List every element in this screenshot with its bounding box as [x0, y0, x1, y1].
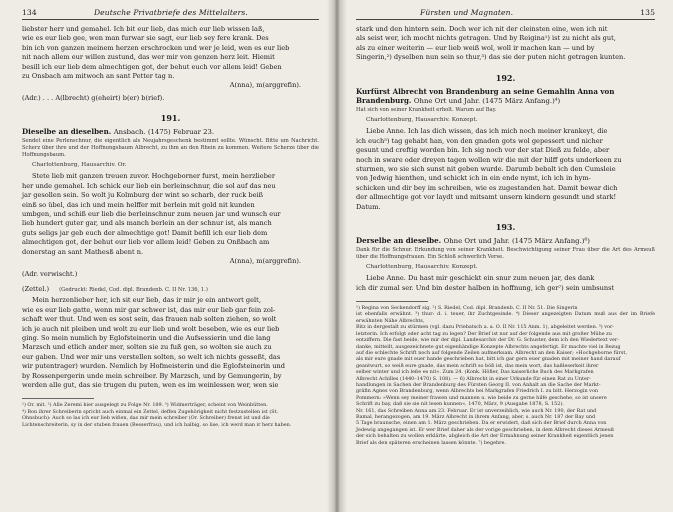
letter-summary: Dank für die Schnur. Erkundung von seiner Krankheit. Beschwichtigung seiner Frau über die Art des Armeuß über die Hoffnungsfrauen. Ein Schloß schwerlich Verse. [356, 246, 655, 260]
text-line: einß so übel, das ich und mein helffer mit berlein mit gold nit kunden [22, 200, 255, 209]
right-letter2-body [356, 274, 655, 293]
left-footnotes [22, 402, 319, 428]
letter-address: (Adr. verwischt.) [22, 269, 78, 278]
zettel-source: (Gedruckt: Riedel, Cod. dipl. Brandenb. C. II Nr. 136, 1.) [59, 286, 208, 293]
text-line: als zu einer weiterin — eur lieb weiß wol, woll ir machen kan — und by [356, 43, 595, 52]
footnote: ¹) Or. mit. ²) Alle Zeremi hier ausgelegt zu Folge Nr. 189. ³) Widmerträger, scheint von Weinbütten. [22, 402, 268, 409]
text-line: her unde gemahel. Ich schick eur lieb ein berleinschnur, die sol auf das neu [22, 181, 276, 190]
right-running-title: Fürsten und Magnaten. [420, 8, 514, 17]
footnote: Brief als den späteren erscheinen lassen könnte. ⁷) begehre. [356, 439, 506, 446]
footnote: Bamal, herangezogen, am 19. März Albrecht in ihrem Anfang, aber, s. auch Nr. 187 der Bay und [356, 413, 596, 420]
footnote: gräfin Agnes von Brandenburg, wenn Albrechts bei Markgrafen Friedrich I. zu bitt. Herzogin von [356, 388, 599, 395]
letter-archive: Charlottenburg, Hausarchiv. Konzept. [366, 263, 478, 270]
text-line: ich euch⁵) tag gehabt han, von den gnaden gots wol gepessert und nicher [356, 136, 603, 145]
text-line: Singerin,²) dyselben nun sein so thur,³) das sie der puten nicht getragen kunten. [356, 53, 626, 62]
text-line: sturmen, wo sie sich sunst nit geben wurde. Darumb bebalt ich den Cumsleie [356, 165, 616, 174]
text-line: eur gaben. Und wer mir uns verstellen solten, so welt ich nichts gesseßt, das [22, 352, 281, 361]
footnote: ⁴) Bon ihrer Schreiberin spricht auch einmal ein Zettel, deffen Zugehörigkeit nicht festzustellen ist (St. [22, 408, 279, 415]
letter-summary: Hat sich von seiner Krankheit erholt. Warum auf Bay. [356, 106, 497, 113]
text-line: besill ich eur lieb dem almechtigen got, der behut euch vor allem leid! Geben [22, 62, 282, 71]
footnote: entziffern. Die fast beide, wie mir der dipl. Landesarchiv der Dr. G. Schuster, dem ich den Wiedertext ver- [356, 337, 619, 344]
letter-number: 192. [495, 72, 516, 83]
footnote: handlungen in Sachen der Brandenburg des Fürsten Georg II. von Anhalt an die Sache der Markt- [356, 381, 601, 388]
letter-title: Derselbe an dieselbe. [356, 236, 442, 246]
text-line: Datum. [356, 202, 381, 211]
text-line: Stete lieb mit ganzen treuen zuvor. Hochgeborner furst, mein herzlieber [32, 172, 275, 181]
footnote: Bitz in dergestalt zu stürmen (vgl. dazu Priebatsch a. a. O. II Nr. 115 Anm. 1), abgeleitet werden. ⁵) vor- [356, 324, 614, 331]
text-line: liebster herr und gemahel. Ich bit eur lieb, das mich eur lieb wissen laß, [22, 25, 265, 33]
text-line: ich je auch nit pleiben und wolt zu eur lieb und wolt beseben, wie es eur lieb [22, 324, 280, 333]
footnote: Schrift zu bay, daß sie sie nit lesen kunnen«, 1470, März, 9 (Ausgabe 1878, S. 152). [356, 401, 564, 408]
zettel-heading [22, 285, 319, 294]
left-running-head [22, 8, 319, 20]
text-line: guts seligs jar geb euch der almechtige got! Damit befill ich eur lieb dem [22, 228, 268, 237]
footnote: geantwurt, so weiß eure gnade, das mein schrift so böß ist, das mein wort, das haßleserkeit ihrer [356, 362, 599, 369]
letter-archive: Charlottenburg, Hausarchiv. Konzept. [366, 116, 478, 123]
letter-number: 193. [495, 222, 516, 233]
zettel-label: (Zettel.) [22, 284, 50, 293]
text-line: stark und den hintern sein. Doch wer ich nit der cleinsten eine, wen ich nit [356, 25, 608, 33]
letter-archive: Charlottenburg, Hausarchiv. Or. [32, 161, 127, 168]
text-line: almechtigen got, der behut eur lieb vor allem leid! Geben zu Onßbach am [22, 238, 270, 247]
text-line: bin ich von ganzen meinem herzen erschrocken und wer je leid, wen es eur lieb [22, 43, 290, 52]
footnote: Pommern: »Wenn sey meiner frawen und mannen u. wie beide zu gerne hilfe geschehe, so ist unsere [356, 394, 607, 401]
footnote: danke, mitteilt, ausgezeichnete gut eigenhändige Konzepte Albrechts angefertigt. Er machte viel in Bezug [356, 343, 621, 350]
letter-title: Kurfürst Albrecht von Brandenburg an seine Gemahlin Anna von Brandenburg. [356, 86, 615, 106]
footnote: Lichtenschreiterin, sy in der stuben frauen (Besserfrau), und ich halbig, so lise, ich werd man ir herz haben. [22, 421, 292, 428]
letter-number: 191. [160, 113, 181, 124]
text-line: wir putentrager) wurden. Nemlich by Hofmeisterin und die Eglofsteinerin und [22, 362, 285, 371]
text-line: Mein herzenlieber her, ich sit eur lieb, das ir mir je ein antwort gelt, [32, 296, 261, 305]
footnote: letzterin. Ich erfolgt oder acht tag zu legen? Der Brief ist nur auf der folgende aus mit großer Mühe zu [356, 330, 612, 337]
footnote: selber winter und ich leße es nit«. Zum 24. (Konk. Höfler, Das kaiserliche Buch des Markgrafen [356, 369, 594, 376]
letter-heading [22, 127, 319, 138]
opening-signature: A(nna), m(arggrefin). [229, 81, 301, 90]
text-line: Marzsch und etlich ander mer, solten sie zu fuß gen, so wolten sie auch zu [22, 343, 272, 352]
text-line: von Jedwig hienthen, und schickt ich in ein ende nymt, ich ich in hym- [356, 174, 591, 183]
text-line: schaft wer thut. Und wen es sost sein, das frauen nab solten ziehen, so wolt [22, 315, 277, 324]
zettel-body [22, 296, 319, 390]
letter-heading [356, 236, 655, 247]
left-opening-text [22, 25, 319, 81]
text-line: lieb hundert guter gar, und als manch berlein an der schnur ist, als manch [22, 219, 272, 228]
text-line: Liebe Anne. Du hast mir geschickt ein snur zum neuen jar, des dank [366, 274, 595, 283]
letter-meta: Ohne Ort und Jahr. (1475 März Anfang.)⁴) [413, 97, 561, 106]
text-line: by Rossenpergerin unde mein schreiber. By Marzsch, und by Gemungerin, by [22, 371, 282, 380]
footnote: Ohnsbuch): Auch so las ich eur lieb wißen, das mir mein schreiber (Or. Schreiber) frenst ist und die [22, 415, 270, 422]
footnote: ¹) Regina von Seckendorff sig. ²) S. Riedel, Cod. dipl. Brandenb. C. II Nr. 51. Die Singerin [356, 305, 578, 312]
text-line: umbgen, und schiß eur lieb die berleinschnur zum neuen jar und wunsch eur [22, 210, 281, 219]
book-gutter [327, 0, 347, 512]
text-line: nit nach allem eur willen zustund, das wer mir von genzen herz leit. Hiemit [22, 53, 275, 62]
right-opening-text [356, 25, 655, 63]
letter-title: Dieselbe an dieselben. [22, 127, 112, 137]
letter-meta: Ansbach. (1475) Februar 23. [113, 128, 215, 137]
body-signature: A(nna), m(arggrefin). [229, 257, 301, 266]
text-line: donerstag an sant Mathesß abent n. [22, 247, 144, 256]
text-line: als seist wer, ich mocht nichts getragen. Und by Reigina¹) ist zu nicht als gut, [356, 34, 616, 43]
text-line: wie es eur lieb gee, wen man furwar sie sagt, eur lieb sey fere krank. Des [22, 34, 269, 43]
text-line: noch in sware oder dreyen tagen wollen wir die mit der hilff gots underkeen zu [356, 155, 622, 164]
letter-meta: Ohne Ort und Jahr. (1475 März Anfang.)⁶) [443, 237, 590, 246]
text-line: der allmechtige got vor laydt und mitsamt unsern kindern gesundt und stark! [356, 193, 617, 202]
text-line: ging. So mein numlich by Eglofsteinerin und die Aufsessierin und die lang [22, 333, 271, 342]
letter-heading [356, 87, 655, 107]
text-line: wie es eur lieb gatte, wenn mir gar schwer ist, das mir eur lieb gar fein zol- [22, 305, 276, 314]
text-line: schicken und dir bey im schreiben, wie es zugestanden hat. Damit bewar dich [356, 183, 618, 192]
footnote: der sich behalten zu wollen erklärte, abgleich die Art der Ermahnung seiner Krankheit eigentlich jenen [356, 433, 614, 440]
footnote: Nr. 161, das Schreiben Anna am 23. Februar. Er ist unverzeihlich, wie auch Nr. 190, der Rat und [356, 407, 597, 414]
text-line: gesunt und creftig worden bin. Ich sig noch vor der stat Dieß zu felde, aber [356, 146, 610, 155]
right-page [340, 0, 673, 512]
left-page-number: 134 [22, 8, 37, 17]
right-footnotes [356, 305, 655, 446]
text-line: werden alle gut, das sie trugen du puten, wen es im weinlessen wer, wen sie [22, 380, 279, 389]
footnote: 5 Tage braunsche, einen am 1. März geschrieben. Da er erwidert, daß sich der Brief durch Anna von [356, 420, 607, 427]
left-letter-body [22, 172, 319, 257]
opening-address: (Adr.) . . . A(lbrecht) g(eheirt) b(er) b(rief). [22, 93, 165, 102]
footnote: Jedewig angegangen ist. Er wer Brief daher als der vorige geschrieben, in dem Albrecht dieses Armeuß [356, 426, 615, 433]
footnote-rule [22, 398, 94, 399]
right-letter-body [356, 127, 655, 212]
text-line: ich dir zumal ser. Und bin dester halben in hoffnung, ich ger⁷) sein umbsunst [356, 283, 615, 292]
text-line: jar gesollen sein. So wolt ju Kolmburg der wint so scharb, der ruck beiß [22, 191, 264, 200]
text-line: Liebe Anne. Ich las dich wissen, das ich mich noch meiner krankeyt, die [366, 127, 608, 136]
footnote: ist ebenfalls erwähnt. ³) thur: d. i. teuer, ihr Zuchtgesinde. ⁴) Dieser angezeigten Datum muß aus der im Briefe erwähnten Nähe Albrechts, [356, 311, 655, 324]
footnote: auf die schlechte Schrift noch auf folgende Zeilen aufmerksam. Albrecht an den Kaiser; »Hochgeborne fürst, [356, 349, 627, 356]
footnote: Albrecht Achilles (1440–1470) S. 108). — 6) Albrecht in einer Urkunde für einen Rat zu Unter- [356, 375, 591, 382]
left-page [0, 0, 333, 512]
letter-summary: Sendet eine Perlenschnur, die eigentlich als Neujahrsgeschenk bestimmt sollte. Wünscht. Bitte um Nachricht. Scherz über ihre und der Hoffnungsbaum Albrecht, zu ihm an den Rhein zu kommen. Weitere Scherze über die Hoffnungsbaum. [22, 137, 319, 158]
footnote: als mir eure gnade mit euer hande geschrieben hat, bitt ich gar gern euer gnaden mit meiner hand darauf [356, 356, 621, 363]
right-page-number: 135 [640, 8, 655, 17]
right-running-head [356, 8, 655, 20]
text-line: zu Onsbach am mitwoch an sant Petter tag n. [22, 72, 175, 81]
left-running-title: Deutsche Privatbriefe des Mittelalters. [93, 8, 248, 17]
footnote-rule [356, 301, 428, 302]
